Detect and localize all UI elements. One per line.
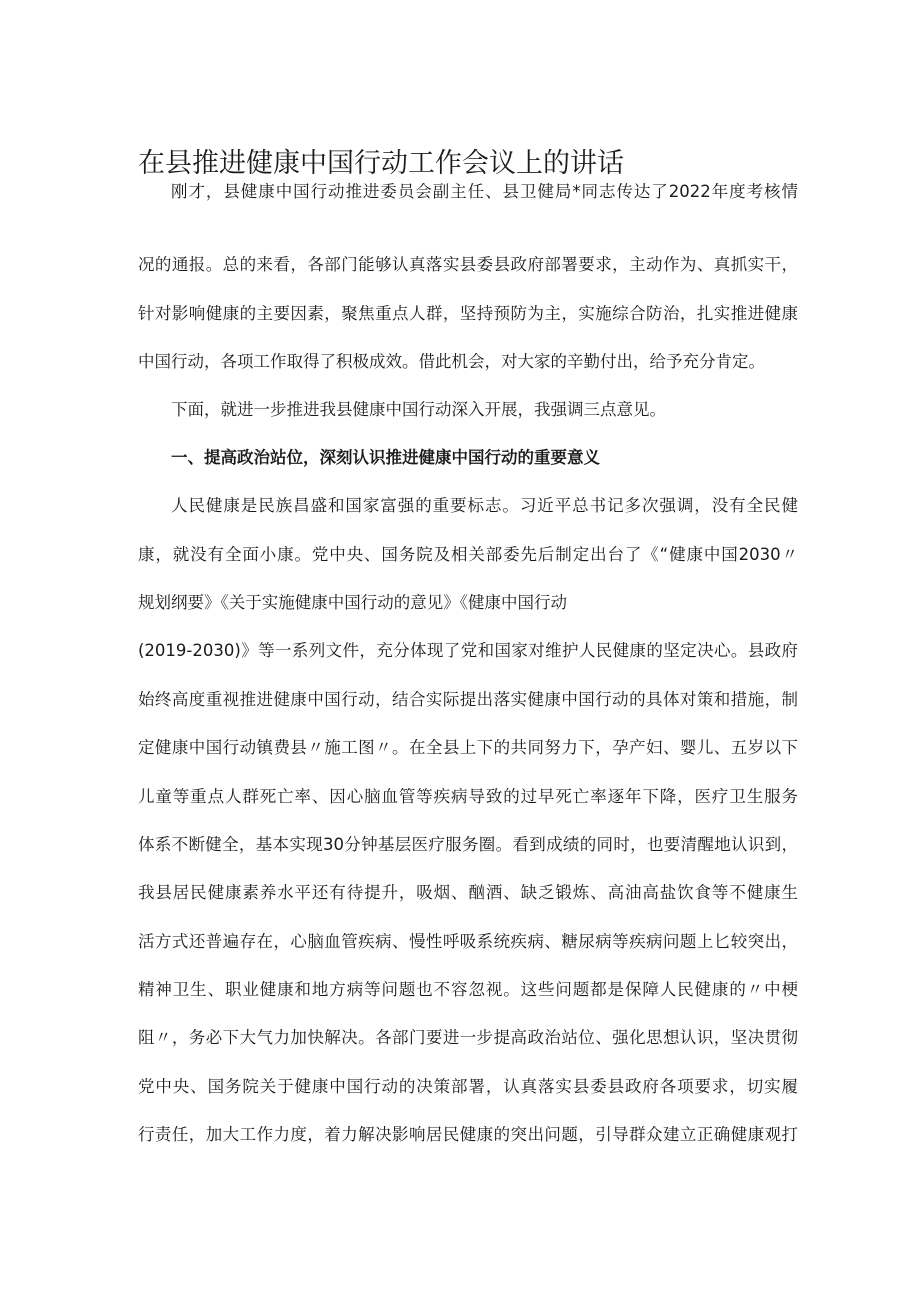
paragraph-line: 规划纲要》《关于实施健康中国行动的意见》《健康中国行动	[138, 593, 567, 612]
paragraph-line: 阻〃，务必下大气力加快解决。各部门要进一步提高政治站位、强化思想认识，坚决贯彻	[138, 1028, 798, 1047]
paragraph-line: 康，就没有全面小康。党中央、国务院及相关部委先后制定出台了《“健康中国2030〃	[138, 545, 798, 564]
paragraph-line: 党中央、国务院关于健康中国行动的决策部署，认真落实县委县政府各项要求，切实履	[138, 1077, 798, 1096]
paragraph-line: 始终高度重视推进健康中国行动，结合实际提出落实健康中国行动的具体对策和措施，制	[138, 690, 798, 709]
paragraph-line: 况的通报。总的来看，各部门能够认真落实县委县政府部署要求，主动作为、真抓实干，	[138, 255, 798, 274]
paragraph-line: 刚才，县健康中国行动推进委员会副主任、县卫健局*同志传达了2022年度考核情	[171, 182, 798, 201]
paragraph-line: 定健康中国行动镇费县〃施工图〃。在全县上下的共同努力下，孕产妇、婴儿、五岁以下	[138, 738, 798, 757]
section-heading: 一、提高政治站位，深刻认识推进健康中国行动的重要意义	[171, 448, 600, 467]
paragraph-line: 人民健康是民族昌盛和国家富强的重要标志。习近平总书记多次强调，没有全民健	[171, 496, 798, 515]
document-title: 在县推进健康中国行动工作会议上的讲话	[138, 148, 624, 179]
paragraph-line: 我县居民健康素养水平还有待提升，吸烟、酗酒、缺乏锻炼、高油高盐饮食等不健康生	[138, 883, 798, 902]
paragraph-line: 体系不断健全，基本实现30分钟基层医疗服务圈。看到成绩的同时，也要清醒地认识到，	[138, 835, 798, 854]
paragraph-line: 儿童等重点人群死亡率、因心脑血管等疾病导致的过早死亡率逐年下降，医疗卫生服务	[138, 787, 798, 806]
paragraph-line: 针对影响健康的主要因素，聚焦重点人群，坚持预防为主，实施综合防治，扎实推进健康	[138, 304, 798, 323]
paragraph-line: 活方式还普遍存在，心脑血管疾病、慢性呼吸系统疾病、糖尿病等疾病问题上匕较突出，	[138, 932, 798, 951]
paragraph-line: 下面，就进一步推进我县健康中国行动深入开展，我强调三点意见。	[171, 400, 666, 419]
paragraph-line: (2019-2030)》等一系列文件，充分体现了党和国家对维护人民健康的坚定决心。县政府	[138, 641, 798, 660]
paragraph-line: 精神卫生、职业健康和地方病等问题也不容忽视。这些问题都是保障人民健康的〃中梗	[138, 980, 798, 999]
paragraph-line: 中国行动，各项工作取得了积极成效。借此机会，对大家的辛勤付出，给予充分肯定。	[138, 352, 765, 371]
paragraph-line: 行责任，加大工作力度，着力解决影响居民健康的突出问题，引导群众建立正确健康观打	[138, 1125, 798, 1144]
